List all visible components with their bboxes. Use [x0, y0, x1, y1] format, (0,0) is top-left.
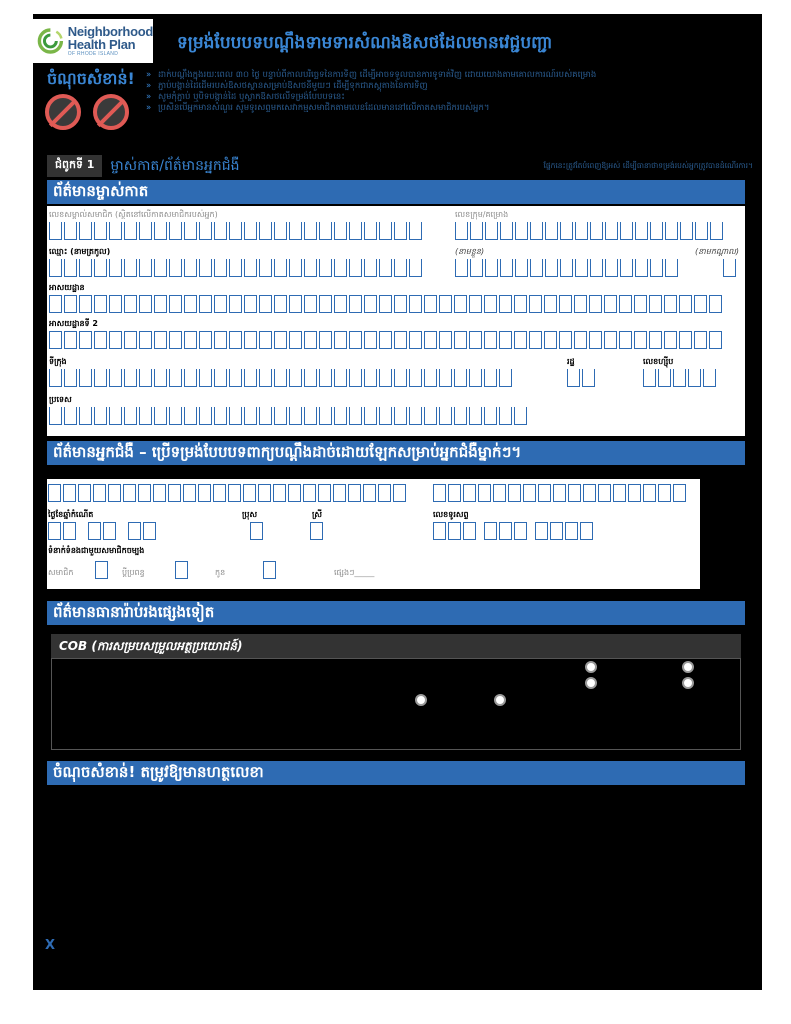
city-label: ទីក្រុង	[49, 357, 67, 366]
form-title: ទម្រង់បែបបទបណ្តឹងទាមទារសំណងឱសថដែលមានវេជ្ជបញ្ជា	[177, 33, 553, 53]
no-tape-icon	[93, 94, 129, 130]
logo-line-3: OF RHODE ISLAND	[67, 51, 119, 57]
notice-item: » ដាក់បណ្តឹងក្នុងរយៈពេល ៣០ ថ្ងៃ បន្ទាប់ពីកាលបរិច្ឆេទនៃការទិញ ដើម្បីអាចទទួលបានការទូទាត់វិញ ដោយយោងតាមគោលការណ៍របស់គម្រោង	[146, 70, 597, 80]
country-field[interactable]	[49, 407, 529, 425]
first-name-field[interactable]	[455, 259, 680, 277]
patient-id-field[interactable]	[433, 484, 688, 502]
member-checkbox[interactable]	[95, 561, 110, 579]
member-id-label: លេខសម្គាល់សមាជិក (ស្ថិតនៅលើកាតសមាជិករបស់អ្នក)	[49, 210, 218, 219]
city-field[interactable]	[49, 369, 514, 387]
cob-radio[interactable]	[585, 661, 597, 673]
address2-label: អាសយដ្ឋានទី 2	[49, 319, 98, 328]
notice-item: » ភ្ជាប់បង្កាន់ដៃដើមរបស់ឱសថស្ថានសម្រាប់ឱសថនីមួយៗ ដើម្បីទុកជាភស្តុតាងនៃការទិញ	[146, 81, 428, 91]
part-1-header	[47, 155, 753, 177]
nhp-logo	[33, 19, 153, 63]
group-number-label: លេខក្រុម/គម្រោង	[455, 210, 509, 219]
signature-x-mark: X	[45, 938, 56, 953]
middle-name-note: (នាមកណ្តាល)	[695, 247, 739, 256]
cardholder-panel	[47, 206, 745, 436]
no-staple-icon	[45, 94, 81, 130]
female-label: ស្រី	[312, 510, 322, 519]
country-label: ប្រទេស	[49, 395, 72, 404]
last-name-field[interactable]	[49, 259, 424, 277]
part-number: ជំពូកទី 1	[47, 155, 102, 177]
address-field[interactable]	[49, 295, 724, 313]
address2-field[interactable]	[49, 331, 724, 349]
address-label: អាសយដ្ឋាន	[49, 283, 85, 292]
notice-list	[146, 70, 756, 114]
logo-line-2: Health Plan	[67, 37, 136, 52]
patient-panel	[47, 479, 700, 589]
dob-label: ថ្ងៃខែឆ្នាំកំណើត	[48, 510, 94, 519]
child-option: កូន	[215, 568, 226, 577]
notice-title: ចំណុចសំខាន់!	[47, 69, 135, 88]
member-id-field[interactable]	[49, 222, 424, 240]
spouse-option: ប្តីប្រពន្ធ	[122, 568, 145, 577]
cob-header: COB (ការសម្របសម្រួលអត្ថប្រយោជន៍)	[51, 634, 741, 658]
part-name: ម្ចាស់កាត/ព័ត៌មានអ្នកជំងឺ	[110, 157, 240, 174]
notice-item: » សូមកុំភ្ជាប់ ឬបិទបង្កាន់ដៃ ឬស្លាកឱសថលើទម្រង់បែបបទនេះ	[146, 92, 346, 102]
cob-radio[interactable]	[682, 661, 694, 673]
male-label: ប្រុស	[242, 510, 258, 519]
cob-radio[interactable]	[682, 677, 694, 689]
name-label: ឈ្មោះ (នាមត្រកូល)	[49, 247, 111, 256]
spouse-checkbox[interactable]	[175, 561, 190, 579]
child-checkbox[interactable]	[263, 561, 278, 579]
state-label: រដ្ឋ	[567, 357, 575, 366]
zip-field[interactable]	[643, 369, 718, 387]
other-coverage-header: ព័ត៌មានធានារ៉ាប់រងផ្សេងទៀត	[47, 601, 745, 625]
cob-radio[interactable]	[415, 694, 427, 706]
patient-name-field[interactable]	[48, 484, 408, 502]
relationship-label: ទំនាក់ទំនងជាមួយសមាជិកចម្បង	[48, 546, 145, 555]
first-name-note: (នាមខ្លួន)	[455, 247, 485, 256]
other-option[interactable]: ផ្សេងៗ_____	[334, 568, 375, 577]
female-checkbox[interactable]	[310, 522, 325, 540]
group-number-field[interactable]	[455, 222, 725, 240]
nhp-logo-icon	[36, 24, 65, 58]
notice-item: » ប្រសិនបើអ្នកមានសំណួរ សូមទូរសព្ទមកសេវាកម្មសមាជិកតាមលេខដែលមាននៅលើកាតសមាជិករបស់អ្នក។	[146, 103, 490, 113]
claim-form-page	[33, 14, 762, 990]
cardholder-section-header: ព័ត៌មានម្ចាស់កាត	[47, 180, 745, 204]
cob-panel	[51, 658, 741, 750]
dob-field[interactable]	[48, 522, 158, 540]
phone-field[interactable]	[433, 522, 595, 540]
member-option: សមាជិក	[48, 568, 74, 577]
phone-label: លេខទូរសព្ទ	[433, 510, 469, 519]
part-note: ផ្នែកនេះត្រូវតែបំពេញឱ្យអស់ ដើម្បីធានាថាទម្រង់របស់អ្នកត្រូវបានដំណើរការ។	[543, 160, 753, 170]
logo-line-1: Neighborhood	[67, 24, 153, 39]
patient-section-header: ព័ត៌មានអ្នកជំងឺ – ប្រើទម្រង់បែបបទពាក្យបណ្តឹងដាច់ដោយឡែកសម្រាប់អ្នកជំងឺម្នាក់ៗ។	[47, 441, 745, 465]
cob-radio[interactable]	[585, 677, 597, 689]
state-field[interactable]	[567, 369, 597, 387]
male-checkbox[interactable]	[250, 522, 265, 540]
middle-initial-field[interactable]	[723, 259, 738, 277]
signature-section-header: ចំណុចសំខាន់! តម្រូវឱ្យមានហត្ថលេខា	[47, 761, 745, 785]
cob-radio[interactable]	[494, 694, 506, 706]
zip-label: លេខហ្ស៊ីប	[643, 357, 674, 366]
